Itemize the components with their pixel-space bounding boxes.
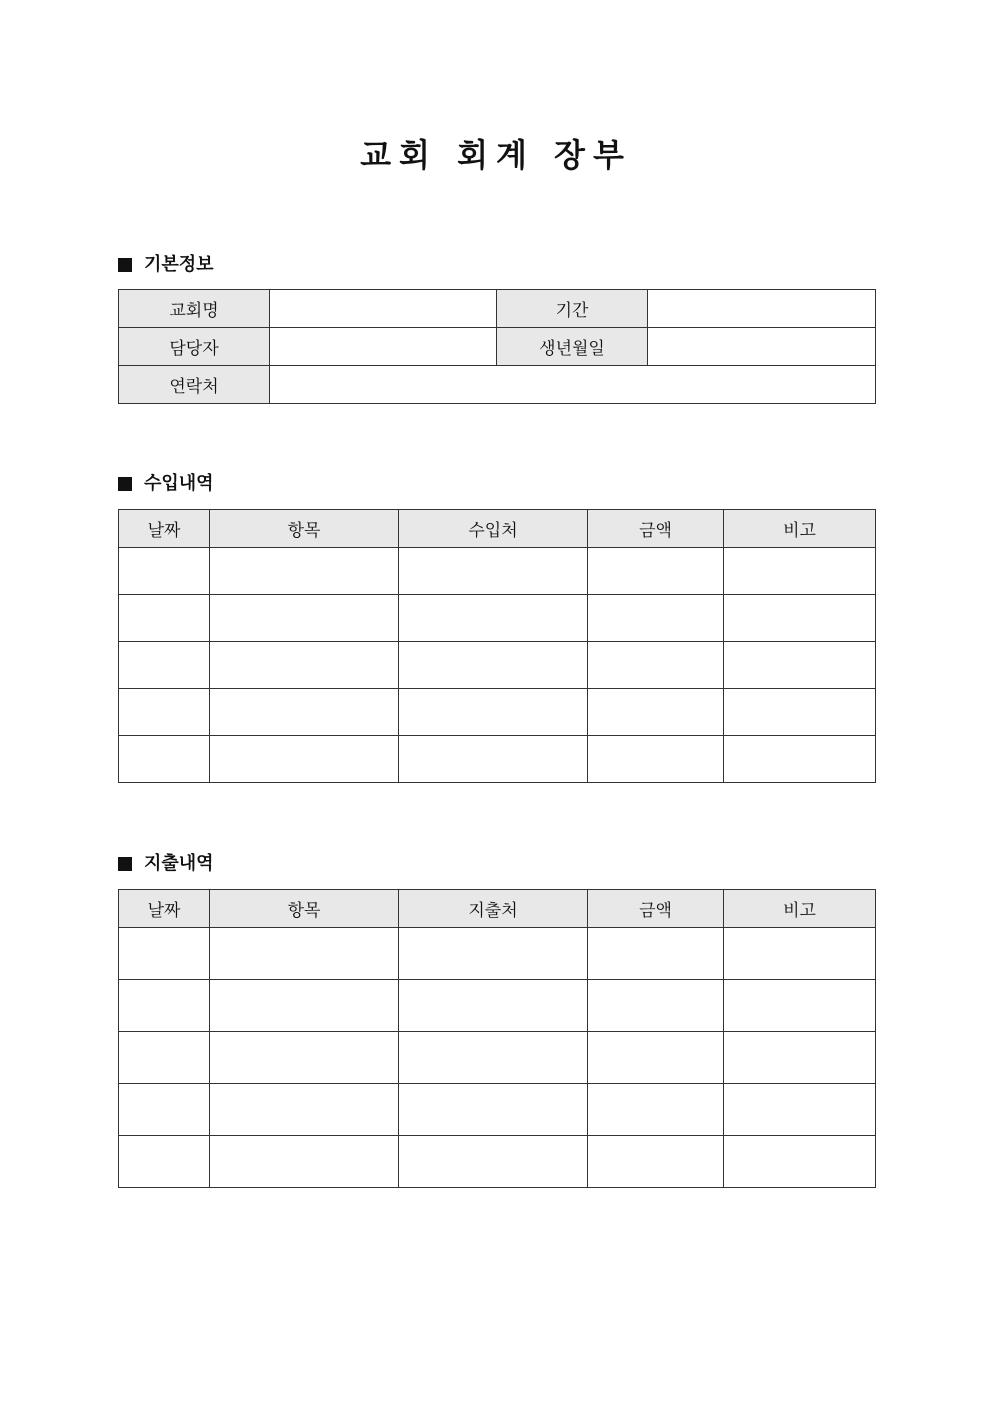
column-header-amount: 금액 [588,510,724,548]
column-header-note: 비고 [724,890,876,928]
manager-field[interactable] [270,328,497,366]
note-cell[interactable] [724,548,876,595]
square-bullet-icon [118,258,132,272]
table-row [119,689,876,736]
item-cell[interactable] [210,1084,399,1136]
amount-cell[interactable] [588,595,724,642]
expense-table [118,889,876,1188]
table-row [119,595,876,642]
date-cell[interactable] [119,928,210,980]
table-header-row [119,510,876,548]
expense-heading [118,852,214,876]
item-cell[interactable] [210,736,399,783]
item-cell[interactable] [210,548,399,595]
basic-info-heading-text: 기본정보 [144,254,214,275]
income-heading-text: 수입내역 [144,473,214,494]
party-cell[interactable] [399,548,588,595]
birthdate-label: 생년월일 [497,328,648,366]
date-cell[interactable] [119,1032,210,1084]
basic-info-table [118,289,876,404]
table-header-row [119,890,876,928]
amount-cell[interactable] [588,1032,724,1084]
item-cell[interactable] [210,1032,399,1084]
income-heading [118,472,214,496]
column-header-date: 날짜 [119,510,210,548]
income-table [118,509,876,783]
note-cell[interactable] [724,1084,876,1136]
page-title: 교회 회계 장부 [360,136,632,174]
note-cell[interactable] [724,1136,876,1188]
date-cell[interactable] [119,548,210,595]
column-header-item: 항목 [210,890,399,928]
table-row [119,642,876,689]
amount-cell[interactable] [588,642,724,689]
table-row [119,328,876,366]
table-row [119,290,876,328]
party-cell[interactable] [399,1032,588,1084]
item-cell[interactable] [210,642,399,689]
amount-cell[interactable] [588,980,724,1032]
amount-cell[interactable] [588,689,724,736]
church-name-field[interactable] [270,290,497,328]
table-row [119,366,876,404]
date-cell[interactable] [119,689,210,736]
column-header-item: 항목 [210,510,399,548]
square-bullet-icon [118,857,132,871]
square-bullet-icon [118,477,132,491]
item-cell[interactable] [210,980,399,1032]
column-header-note: 비고 [724,510,876,548]
basic-info-heading [118,253,214,277]
item-cell[interactable] [210,595,399,642]
date-cell[interactable] [119,642,210,689]
column-header-destination: 지출처 [399,890,588,928]
date-cell[interactable] [119,1136,210,1188]
date-cell[interactable] [119,1084,210,1136]
party-cell[interactable] [399,980,588,1032]
party-cell[interactable] [399,595,588,642]
date-cell[interactable] [119,980,210,1032]
item-cell[interactable] [210,1136,399,1188]
date-cell[interactable] [119,736,210,783]
table-row [119,928,876,980]
contact-field[interactable] [270,366,876,404]
amount-cell[interactable] [588,1136,724,1188]
note-cell[interactable] [724,980,876,1032]
date-cell[interactable] [119,595,210,642]
table-row [119,1136,876,1188]
party-cell[interactable] [399,1136,588,1188]
note-cell[interactable] [724,642,876,689]
table-row [119,736,876,783]
party-cell[interactable] [399,1084,588,1136]
amount-cell[interactable] [588,1084,724,1136]
note-cell[interactable] [724,736,876,783]
period-label: 기간 [497,290,648,328]
note-cell[interactable] [724,689,876,736]
expense-heading-text: 지출내역 [144,853,214,874]
table-row [119,980,876,1032]
amount-cell[interactable] [588,928,724,980]
note-cell[interactable] [724,1032,876,1084]
column-header-amount: 금액 [588,890,724,928]
church-name-label: 교회명 [119,290,270,328]
party-cell[interactable] [399,928,588,980]
table-row [119,548,876,595]
item-cell[interactable] [210,928,399,980]
amount-cell[interactable] [588,548,724,595]
note-cell[interactable] [724,595,876,642]
party-cell[interactable] [399,689,588,736]
column-header-source: 수입처 [399,510,588,548]
contact-label: 연락처 [119,366,270,404]
period-field[interactable] [648,290,876,328]
party-cell[interactable] [399,736,588,783]
note-cell[interactable] [724,928,876,980]
party-cell[interactable] [399,642,588,689]
birthdate-field[interactable] [648,328,876,366]
item-cell[interactable] [210,689,399,736]
table-row [119,1032,876,1084]
table-row [119,1084,876,1136]
amount-cell[interactable] [588,736,724,783]
manager-label: 담당자 [119,328,270,366]
column-header-date: 날짜 [119,890,210,928]
